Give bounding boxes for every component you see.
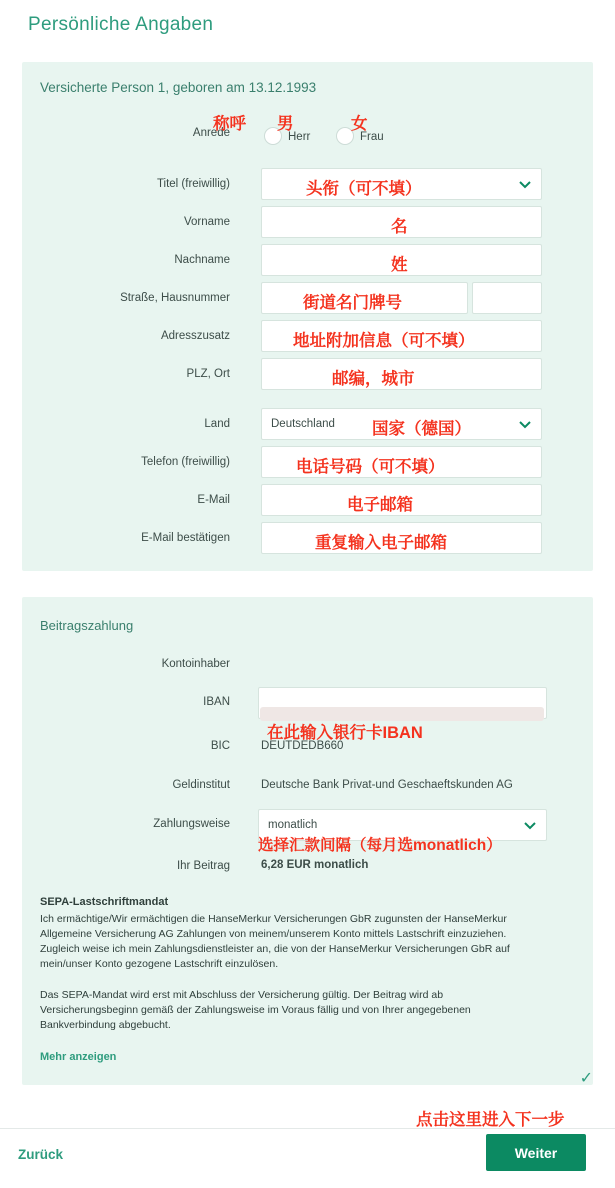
land-label: Land	[204, 418, 230, 430]
zahlungsweise-select[interactable]	[258, 809, 547, 841]
chevron-down-icon	[523, 818, 537, 832]
land-select[interactable]	[261, 408, 542, 440]
vorname-input[interactable]	[261, 206, 542, 238]
land-value: Deutschland	[271, 418, 335, 430]
annotation-vorname: 名	[391, 218, 408, 236]
annotation-plz-ort: 邮编，城市	[332, 370, 415, 388]
email-confirm-label: E-Mail bestätigen	[141, 532, 230, 544]
page-title: Persönliche Angaben	[28, 14, 214, 35]
vorname-label: Vorname	[183, 216, 230, 228]
geldinstitut-value: Deutsche Bank Privat-und Geschaeftskunden AG	[261, 779, 513, 791]
iban-label: IBAN	[203, 696, 230, 708]
telefon-label: Telefon (freiwillig)	[141, 456, 230, 468]
strasse-input[interactable]	[261, 282, 468, 314]
radio-herr-label: Herr	[288, 131, 311, 143]
annotation-male: 男	[277, 115, 294, 133]
check-icon: ✓	[579, 1070, 593, 1087]
strasse-label: Straße, Hausnummer	[120, 292, 230, 304]
kontoinhaber-label: Kontoinhaber	[161, 658, 230, 670]
radio-herr[interactable]	[264, 127, 282, 145]
nachname-label: Nachname	[174, 254, 230, 266]
email-confirm-input[interactable]	[261, 522, 542, 554]
plz-ort-label: PLZ, Ort	[186, 368, 230, 380]
titel-label: Titel (freiwillig)	[156, 178, 230, 190]
annotation-nachname: 姓	[391, 256, 408, 274]
email-label: E-Mail	[197, 494, 230, 506]
plz-ort-input[interactable]	[261, 358, 542, 390]
iban-redaction	[260, 707, 544, 721]
annotation-titel: 头衔（可不填）	[306, 180, 422, 198]
sepa-mandate-paragraph-1: Ich ermächtige/Wir ermächtigen die HanseMerkur Versicherungen GbR zugunsten der HanseMerkur Allgemeine Versicherung AG Zahlungen von meinem/unserem Konto mittels Lastschrift einzuziehen. Zugleich weise ich mein Zahlungsdienstleister an, die von der HanseMerkur Versicherungen GbR auf mein/unser Konto gezogene Lastschrift einzulösen.	[40, 913, 510, 970]
annotation-telefon: 电话号码（可不填）	[296, 458, 445, 476]
email-input[interactable]	[261, 484, 542, 516]
adresszusatz-label: Adresszusatz	[160, 330, 230, 342]
telefon-input[interactable]	[261, 446, 542, 478]
chevron-down-icon	[518, 177, 532, 191]
titel-select[interactable]	[261, 168, 542, 200]
adresszusatz-input[interactable]	[261, 320, 542, 352]
annotation-next: 点击这里进入下一步	[416, 1111, 565, 1129]
beitrag-value: 6,28 EUR monatlich	[261, 859, 369, 871]
beitrag-label: Ihr Beitrag	[176, 860, 230, 872]
annotation-email-confirm: 重复输入电子邮箱	[315, 534, 447, 552]
annotation-land: 国家（德国）	[372, 420, 471, 438]
zahlungsweise-label: Zahlungsweise	[153, 818, 230, 830]
personal-card-header: Versicherte Person 1, geboren am 13.12.1993	[40, 80, 317, 95]
chevron-down-icon	[518, 417, 532, 431]
annotation-salutation: 称呼	[213, 115, 246, 133]
annotation-strasse: 街道名门牌号	[303, 294, 402, 312]
back-button[interactable]: Zurück	[18, 1147, 64, 1162]
bic-label: BIC	[210, 740, 230, 752]
annotation-email: 电子邮箱	[347, 496, 413, 514]
radio-frau[interactable]	[336, 127, 354, 145]
sepa-mandate-paragraph-2: Das SEPA-Mandat wird erst mit Abschluss der Versicherung gültig. Der Beitrag wird ab Versicherungsbeginn gemäß der Zahlungsweise im Voraus fällig und von Ihrer angegebenen Bankverbindung abgebucht.	[40, 989, 471, 1031]
annotation-female: 女	[351, 115, 368, 133]
annotation-iban: 在此输入银行卡IBAN	[267, 724, 423, 742]
annotation-zahlungsweise: 选择汇款间隔（每月选monatlich）	[258, 837, 502, 854]
salutation-label: Anrede	[192, 127, 230, 139]
zahlungsweise-value: monatlich	[268, 819, 318, 831]
show-more-link[interactable]: Mehr anzeigen	[40, 1051, 117, 1063]
hausnummer-input[interactable]	[472, 282, 542, 314]
bic-value: DEUTDEDB660	[261, 740, 344, 752]
geldinstitut-label: Geldinstitut	[172, 779, 230, 791]
payment-card-header: Beitragszahlung	[40, 618, 134, 633]
radio-frau-label: Frau	[360, 131, 384, 143]
annotation-adresszusatz: 地址附加信息（可不填）	[293, 332, 475, 350]
nachname-input[interactable]	[261, 244, 542, 276]
next-button[interactable]: Weiter	[486, 1134, 586, 1171]
sepa-mandate-title: SEPA-Lastschriftmandat	[40, 896, 169, 908]
